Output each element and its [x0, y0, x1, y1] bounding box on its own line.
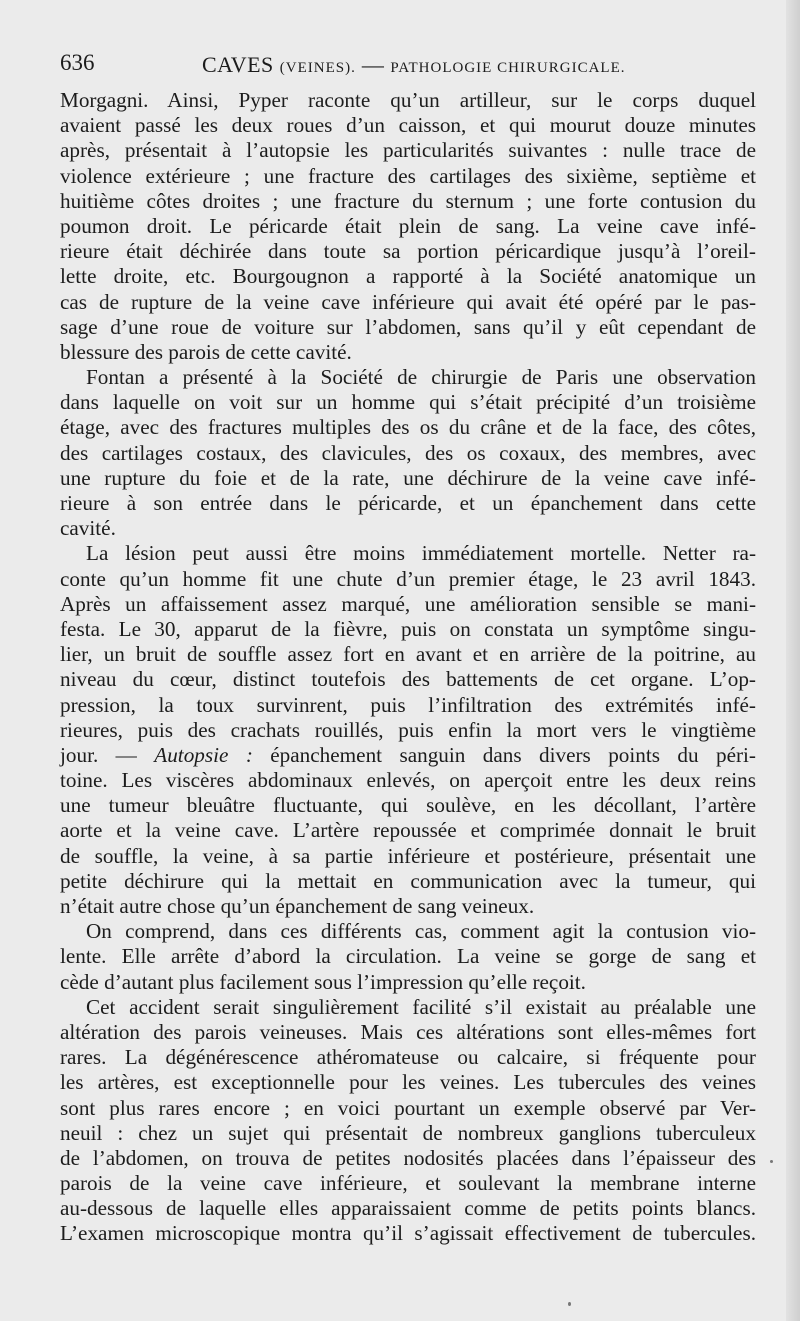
autopsy-italic: Autopsie : — [154, 742, 253, 767]
title-main: CAVES — [202, 52, 274, 77]
text-line: lier, un bruit de souffle assez fort en avant et en arrière de la poitrine, au — [60, 642, 756, 667]
ink-speck — [770, 1160, 773, 1163]
text-line: pression, la toux survinrent, puis l’infiltration des extrémités infé- — [60, 692, 756, 717]
page-number: 636 — [60, 50, 95, 75]
text-line: cède d’autant plus facilement sous l’impression qu’elle reçoit. — [60, 969, 586, 994]
text-line: sont plus rares encore ; en voici pourtant un exemple observé par Ver- — [60, 1095, 756, 1120]
running-title — [202, 52, 626, 78]
running-header — [60, 50, 760, 84]
text-line: sage d’une roue de voiture sur l’abdomen, sans qu’il y eût cependant de — [60, 314, 756, 339]
paragraph-5 — [60, 995, 756, 1247]
text-line: Fontan a présenté à la Société de chirurgie de Paris une observation — [86, 365, 756, 390]
text-line: huitième côtes droites ; une fracture du sternum ; une forte contusion du — [60, 188, 756, 213]
text-line: rares. La dégénérescence athéromateuse ou calcaire, si fréquente pour — [60, 1045, 756, 1070]
paragraph-2 — [60, 365, 756, 541]
text-line: violence extérieure ; une fracture des cartilages des sixième, septième et — [60, 163, 756, 188]
text-line: n’était autre chose qu’un épanchement de sang veineux. — [60, 894, 535, 918]
text-line: On comprend, dans ces différents cas, comment agit la contusion vio- — [86, 919, 756, 944]
text-line: des cartilages costaux, des clavicules, des os coxaux, des membres, avec — [60, 440, 756, 465]
text-line: L’examen microscopique montra qu’il s’agissait effectivement de tubercules. — [60, 1221, 756, 1246]
text-line: avaient passé les deux roues d’un caisson, et qui mourut douze minutes — [60, 113, 756, 138]
text-line: lette droite, etc. Bourgougnon a rapporté à la Société anatomique un — [60, 264, 756, 289]
text-line: toine. Les viscères abdominaux enlevés, on aperçoit entre les deux reins — [60, 768, 756, 793]
text-line: La lésion peut aussi être moins immédiatement mortelle. Netter ra- — [86, 541, 756, 566]
text-line: neuil : chez un sujet qui présentait de nombreux ganglions tuberculeux — [60, 1120, 756, 1145]
text-line: poumon droit. Le péricarde était plein de sang. La veine cave infé- — [60, 213, 756, 238]
text-line: Cet accident serait singulièrement facilité s’il existait au préalable une — [86, 994, 756, 1019]
title-dash: — — [361, 52, 385, 77]
text-line: conte qu’un homme fit une chute d’un premier étage, le 23 avril 1843. — [60, 566, 756, 591]
text-line: niveau du cœur, distinct toutefois des battements de cet organe. L’op- — [60, 667, 756, 692]
text-line: étage, avec des fractures multiples des os du crâne et de la face, des côtes, — [60, 415, 756, 440]
text-line: une rupture du foie et de la rate, une déchirure de la veine cave infé- — [60, 465, 756, 490]
text-line-autopsie — [60, 743, 756, 768]
text-line: Après un affaissement assez marqué, une amélioration sensible se mani- — [60, 591, 756, 616]
text-line: au-dessous de laquelle elles apparaissaient comme de petits points blancs. — [60, 1196, 756, 1221]
text-line: cas de rupture de la veine cave inférieure qui avait été opéré par le pas- — [60, 289, 756, 314]
autopsy-before: jour. — — [60, 742, 155, 767]
paragraph-3 — [60, 541, 756, 919]
text-line: rieures, puis des crachats rouillés, puis enfin la mort vers le vingtième — [60, 717, 756, 742]
autopsy-after: épanchement sanguin dans divers points du péri- — [252, 742, 756, 767]
text-line: petite déchirure qui la mettait en communication avec la tumeur, qui — [60, 868, 756, 893]
text-line: après, présentait à l’autopsie les particularités suivantes : nulle trace de — [60, 138, 756, 163]
text-line: Morgagni. Ainsi, Pyper raconte qu’un artilleur, sur le corps duquel — [60, 88, 756, 112]
text-line: aorte et la veine cave. L’artère repoussée et comprimée donnait le bruit — [60, 818, 756, 843]
title-section: PATHOLOGIE CHIRURGICALE. — [390, 60, 626, 76]
text-line: les artères, est exceptionnelle pour les veines. Les tubercules des veines — [60, 1070, 756, 1095]
title-paren: (VEINES). — [279, 60, 356, 76]
text-line: blessure des parois de cette cavité. — [60, 339, 352, 364]
text-line: dans laquelle on voit sur un homme qui s’était précipité d’un troisième — [60, 390, 756, 415]
text-line: de souffle, la veine, à sa partie inférieure et postérieure, présentait une — [60, 843, 756, 868]
text-line: lente. Elle arrête d’abord la circulation. La veine se gorge de sang et — [60, 944, 756, 969]
ink-speck — [568, 1302, 571, 1306]
text-line: une tumeur bleuâtre fluctuante, qui soulève, en les décollant, l’artère — [60, 793, 756, 818]
body-text — [60, 88, 756, 1247]
paragraph-4 — [60, 919, 756, 995]
text-line: cavité. — [60, 516, 116, 541]
text-line: de l’abdomen, on trouva de petites nodosités placées dans l’épaisseur des — [60, 1145, 756, 1170]
text-line: rieure était déchirée dans toute sa portion péricardique jusqu’à l’oreil- — [60, 239, 756, 264]
page-edge-shadow — [786, 0, 800, 1321]
text-line: festa. Le 30, apparut de la fièvre, puis on constata un symptôme singu- — [60, 616, 756, 641]
text-line: parois de la veine cave inférieure, et soulevant la membrane interne — [60, 1171, 756, 1196]
text-line: rieure à son entrée dans le péricarde, et un épanchement dans cette — [60, 491, 756, 515]
text-line: altération des parois veineuses. Mais ces altérations sont elles-mêmes fort — [60, 1019, 756, 1044]
paragraph-1 — [60, 88, 756, 365]
